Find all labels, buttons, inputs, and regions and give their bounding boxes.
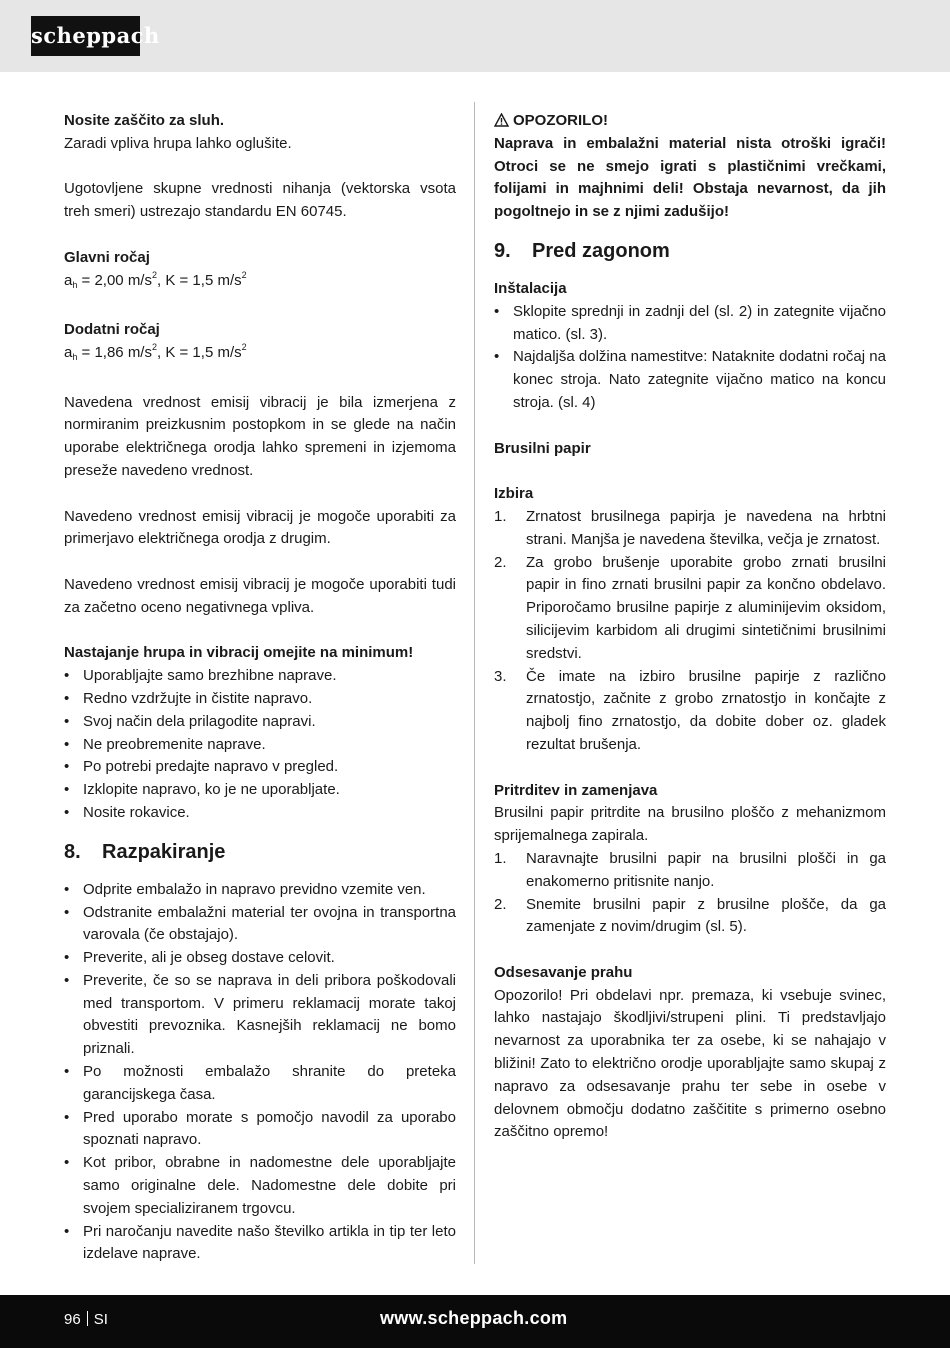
warning-triangle-icon [494, 113, 509, 127]
choice-list [494, 506, 886, 757]
list-item: 2. Snemite brusilni papir z brusilne plošče, da ga zamenjate z novim/drugim (sl. 5). [494, 895, 886, 936]
install-list [494, 301, 886, 415]
list-item: 3. Če imate na izbiro brusilne papirje z različno zrnatostjo, začnite z grobo zrnatostjo in končajte z najbolj fino zrnatostjo, da dobite dober oz. gladek rezultat brušenja. [494, 667, 886, 753]
section-8-heading: 8. Razpakiranje [64, 840, 226, 863]
vibration-paragraph-2: Navedeno vrednost emisij vibracij je mogoče uporabiti za primerjavo električnega orodja z drugim. [64, 507, 456, 548]
attach-title: Pritrditev in zamenjava [494, 781, 658, 799]
list-item: 1. Naravnajte brusilni papir na brusilni plošči in ga enakomerno pritisnite nanjo. [494, 849, 886, 890]
list-item: • Najdaljša dolžina namestitve: Nataknite dodatni ročaj na konec stroja. Nato zategnite vijačno matico na koncu stroja. (sl. 4) [494, 346, 886, 414]
main-handle-value: $a_h = 2,00$ $m/s^2$, K = 1,5 $m/s^2$ [64, 269, 247, 290]
attach-text: Brusilni papir pritrdite na brusilno ploščo z mehanizmom sprijemalnega zapirala. [494, 804, 886, 845]
minimize-title: Nastajanje hrupa in vibracij omejite na minimum! [64, 644, 414, 662]
list-item: • Kot pribor, obrabne in nadomestne dele uporabljajte samo originalne dele. Nadomestne dele dobite pri svojem specializiranem trgovcu. [64, 1152, 456, 1220]
hearing-text: Zaradi vpliva hrupa lahko oglušite. [64, 134, 292, 152]
unpack-list [64, 879, 456, 1267]
section-9-heading: 9. Pred zagonom [494, 239, 670, 262]
aux-handle-value: $a_h = 1,86$ $m/s^2$, K = 1,5 $m/s^2$ [64, 341, 247, 362]
vibration-paragraph-3: Navedeno vrednost emisij vibracij je mogoče uporabiti tudi za začetno oceno negativnega vpliva. [64, 575, 456, 616]
list-item: • Uporabljajte samo brezhibne naprave. [64, 665, 456, 688]
page-number: 96 SI [64, 1311, 108, 1328]
header-band [0, 0, 950, 72]
left-column [64, 110, 456, 1266]
dust-text: Opozorilo! Pri obdelavi npr. premaza, ki vsebuje svinec, lahko nastajajo škodljivi/strupeni plini. Ti predstavljajo nevarnost za uporabnika ter za osebe, ki se nahajajo v bližini! Zato to električno orodje uporabljajte samo skupaj z napravo za odsesavanje prahu ter sebe in osebe v delovnem območju dodatno zaščitite s primerno osebno zaščitno opremo! [494, 986, 886, 1141]
right-column [494, 110, 886, 1144]
warning-heading: OPOZORILO! [494, 110, 886, 133]
vibration-values-text: Ugotovljene skupne vrednosti nihanja (vektorska vsota treh smeri) ustrezajo standardu EN 60745. [64, 180, 456, 221]
dust-title: Odsesavanje prahu [494, 963, 633, 981]
aux-handle-title: Dodatni ročaj [64, 321, 160, 339]
minimize-list [64, 665, 456, 825]
install-title: Inštalacija [494, 279, 567, 297]
list-item: • Sklopite sprednji in zadnji del (sl. 2) in zategnite vijačno matico. (sl. 3). [494, 301, 886, 347]
list-item: • Redno vzdržujte in čistite napravo. [64, 688, 456, 711]
footer-band [0, 1295, 950, 1348]
list-item: • Svoj način dela prilagodite napravi. [64, 711, 456, 734]
sandpaper-title: Brusilni papir [494, 439, 591, 457]
main-handle-title: Glavni ročaj [64, 248, 150, 266]
list-item: • Pri naročanju navedite našo številko artikla in tip ter leto izdelave naprave. [64, 1221, 456, 1267]
list-item: 1. Zrnatost brusilnega papirja je navedena na hrbtni strani. Manjša je navedena številka, večja je zrnatost. [494, 507, 886, 548]
list-item: • Odprite embalažo in napravo previdno vzemite ven. [64, 879, 456, 902]
list-item: • Nosite rokavice. [64, 802, 456, 825]
list-item: • Ne preobremenite naprave. [64, 734, 456, 757]
list-item: • Po potrebi predajte napravo v pregled. [64, 756, 456, 779]
column-divider [474, 102, 475, 1264]
list-item: • Po možnosti embalažo shranite do preteka garancijskega časa. [64, 1061, 456, 1107]
list-item: • Odstranite embalažni material ter ovojna in transportna varovala (če obstajajo). [64, 902, 456, 948]
list-item: • Preverite, ali je obseg dostave celovit. [64, 947, 456, 970]
choice-title: Izbira [494, 485, 534, 503]
list-item: • Pred uporabo morate s pomočjo navodil za uporabo spoznati napravo. [64, 1107, 456, 1153]
attach-list [494, 848, 886, 939]
list-item: • Preverite, če so se naprava in deli pribora poškodovali med transportom. V primeru reklamacij morate takoj obvestiti prevoznika. Kasnejših reklamacij ne bomo priznali. [64, 970, 456, 1061]
warning-text: Naprava in embalažni material nista otroški igrači! Otroci se ne smejo igrati s plastičnimi vrečkami, folijami in majhnimi deli! Obstaja nevarnost, da jih pogoltnejo in se z njimi zadušijo! [494, 134, 886, 221]
list-item: 2. Za grobo brušenje uporabite grobo zrnati brusilni papir in fino zrnati brusilni papir za končno obdelavo. Priporočamo brusilne papirje z aluminijevim oksidom, silicijevim karbidom ali drugimi sintetičnimi brusilnimi sredstvi. [494, 553, 886, 662]
vibration-paragraph-1: Navedena vrednost emisij vibracij je bila izmerjena z normiranim preizkusnim postopkom in se glede na način uporabe električnega orodja lahko spremeni in izjemoma preseže navedeno vrednost. [64, 393, 456, 479]
website-link[interactable]: www.scheppach.com [380, 1308, 568, 1328]
hearing-title: Nosite zaščito za sluh. [64, 112, 225, 129]
brand-logo: scheppach [31, 16, 140, 56]
list-item: • Izklopite napravo, ko je ne uporabljate. [64, 779, 456, 802]
